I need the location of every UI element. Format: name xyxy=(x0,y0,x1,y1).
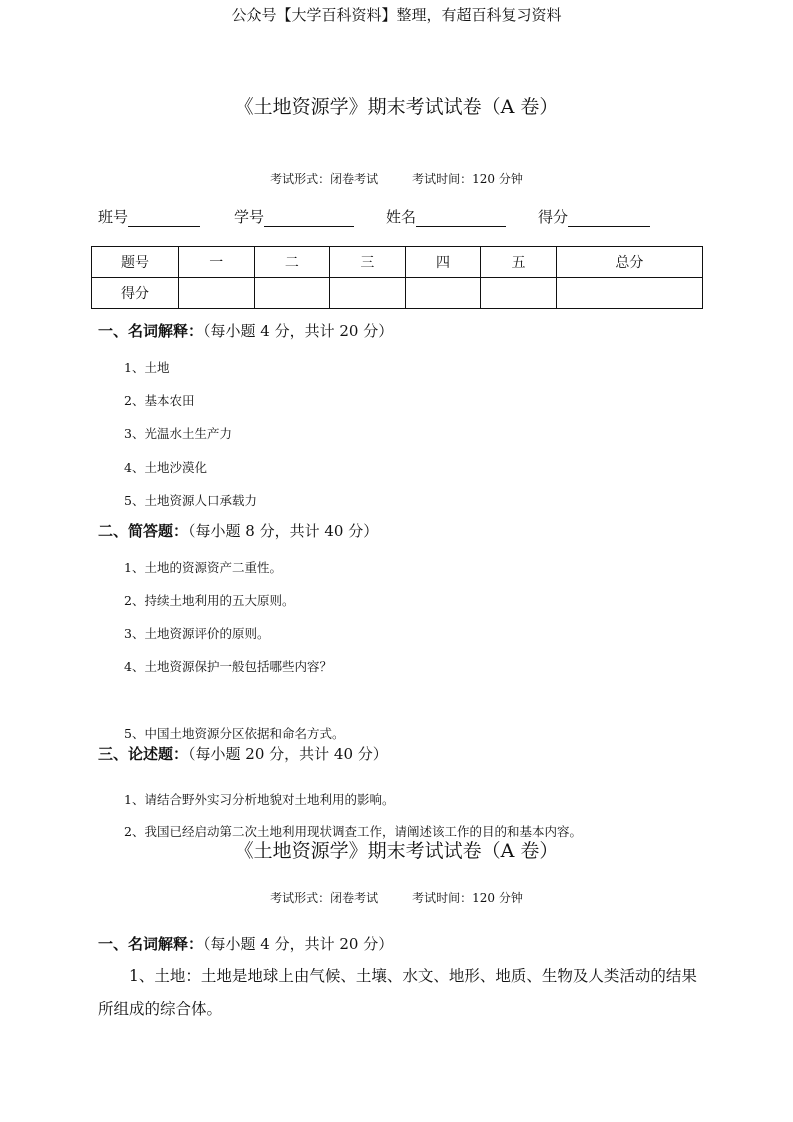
header-note: 公众号【大学百科资料】整理，有超百科复习资料 xyxy=(231,6,562,24)
list-item: 3、土地资源评价的原则。 xyxy=(124,626,270,641)
score-table xyxy=(91,246,703,309)
section-note: （每小题 4 分，共计 20 分） xyxy=(203,935,394,953)
score-table-header-row xyxy=(92,247,703,278)
score-table-row-label: 得分 xyxy=(92,278,179,309)
score-blank[interactable] xyxy=(568,208,650,227)
section-note: （每小题 4 分，共计 20 分） xyxy=(203,322,394,340)
list-item: 3、光温水土生产力 xyxy=(124,426,232,441)
score-table-header-cell: 五 xyxy=(481,247,557,278)
list-item: 1、请结合野外实习分析地貌对土地利用的影响。 xyxy=(124,792,395,807)
section-title: 一、名词解释： xyxy=(98,322,204,340)
name-field[interactable] xyxy=(386,206,506,227)
answer-exam-info xyxy=(0,889,793,906)
section-heading-1 xyxy=(98,320,393,341)
score-table-header-cell: 四 xyxy=(405,247,481,278)
section-heading-3 xyxy=(98,743,388,764)
score-table-header-cell: 题号 xyxy=(92,247,179,278)
score-cell[interactable] xyxy=(254,278,330,309)
list-item: 2、持续土地利用的五大原则。 xyxy=(124,593,295,608)
exam-form: 考试形式：闭卷考试 xyxy=(270,891,379,905)
list-item: 2、基本农田 xyxy=(124,393,195,408)
class-label: 班号 xyxy=(98,208,129,226)
section-title: 一、名词解释： xyxy=(98,935,204,953)
list-item: 5、中国土地资源分区依据和命名方式。 xyxy=(124,726,345,741)
score-table-header-cell: 总分 xyxy=(556,247,702,278)
name-label: 姓名 xyxy=(386,208,417,226)
score-table-header-cell: 一 xyxy=(179,247,255,278)
score-cell[interactable] xyxy=(179,278,255,309)
score-cell[interactable] xyxy=(481,278,557,309)
section-note: （每小题 8 分，共计 40 分） xyxy=(188,522,379,540)
score-table-header-cell: 二 xyxy=(254,247,330,278)
score-table-header-cell: 三 xyxy=(330,247,406,278)
section-title: 三、论述题： xyxy=(98,745,189,763)
score-cell[interactable] xyxy=(330,278,406,309)
section-heading-2 xyxy=(98,520,378,541)
exam-info xyxy=(0,170,793,187)
score-field[interactable] xyxy=(538,206,650,227)
answer-section-heading xyxy=(98,933,393,954)
section-title: 二、简答题： xyxy=(98,522,189,540)
name-blank[interactable] xyxy=(416,208,506,227)
score-cell[interactable] xyxy=(405,278,481,309)
list-item: 2、我国已经启动第二次土地利用现状调查工作，请阐述该工作的目的和基本内容。 xyxy=(124,824,582,839)
exam-time: 考试时间：120 分钟 xyxy=(412,891,523,905)
list-item: 1、土地的资源资产二重性。 xyxy=(124,560,282,575)
exam-title: 《土地资源学》期末考试试卷（A 卷） xyxy=(234,96,559,118)
exam-time: 考试时间：120 分钟 xyxy=(412,172,523,186)
class-blank[interactable] xyxy=(128,208,200,227)
score-label: 得分 xyxy=(538,208,569,226)
score-table-score-row xyxy=(92,278,703,309)
answer-paragraph: 1、土地：土地是地球上由气候、土壤、水文、地形、地质、生物及人类活动的结果所组成的综合体。 xyxy=(98,967,697,1018)
list-item: 5、土地资源人口承载力 xyxy=(124,493,257,508)
answer-title: 《土地资源学》期末考试试卷（A 卷） xyxy=(234,840,559,862)
student-id-label: 学号 xyxy=(234,208,265,226)
list-item: 4、土地沙漠化 xyxy=(124,460,207,475)
student-id-field[interactable] xyxy=(234,206,354,227)
score-cell[interactable] xyxy=(556,278,702,309)
exam-form: 考试形式：闭卷考试 xyxy=(270,172,379,186)
section-note: （每小题 20 分，共计 40 分） xyxy=(188,745,388,763)
list-item: 1、土地 xyxy=(124,360,170,375)
student-id-blank[interactable] xyxy=(264,208,354,227)
list-item: 4、土地资源保护一般包括哪些内容？ xyxy=(124,659,332,674)
class-field[interactable] xyxy=(98,206,200,227)
